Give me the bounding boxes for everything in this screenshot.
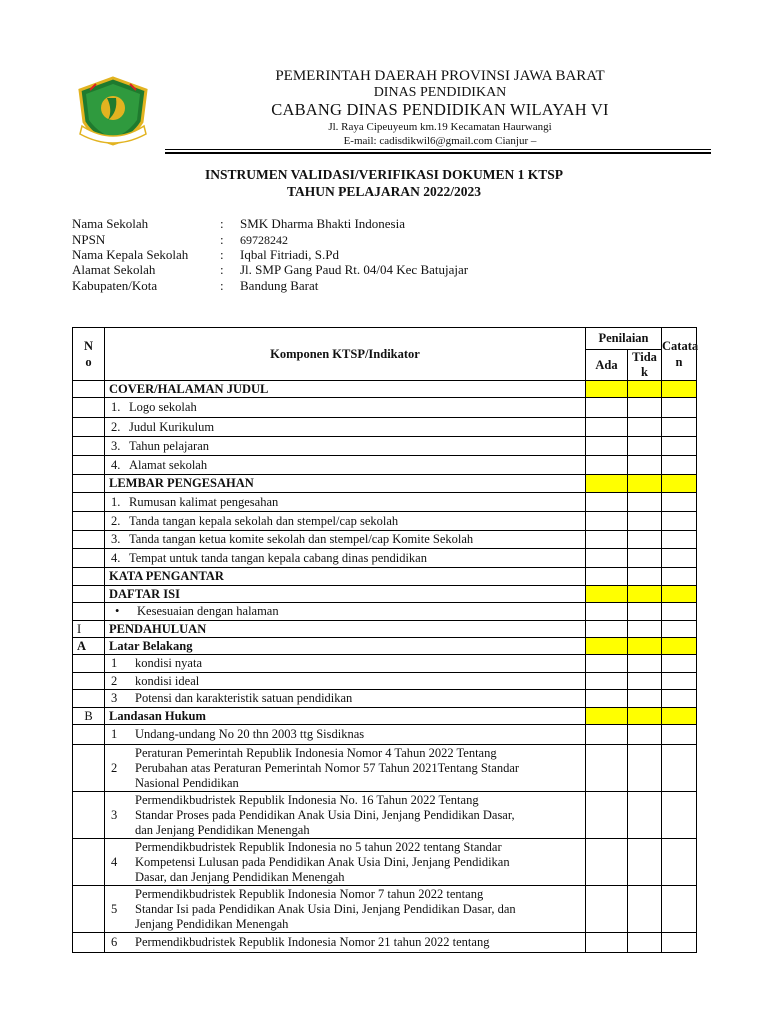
info-separator: :	[220, 278, 224, 293]
section-kata-pengantar: KATA PENGANTAR	[105, 568, 586, 586]
table-row	[73, 792, 697, 839]
cell-ada[interactable]	[586, 568, 628, 586]
cell-catatan[interactable]	[662, 493, 697, 512]
cell-no	[73, 603, 105, 621]
cell-ada[interactable]	[586, 638, 628, 655]
cell-ada[interactable]	[586, 725, 628, 745]
item-number: 3	[111, 807, 118, 822]
item-text-line: Standar Proses pada Pendidikan Anak Usia Dini, Jenjang Pendidikan Dasar,	[135, 807, 515, 822]
cell-no	[73, 725, 105, 745]
cell-tidak[interactable]	[628, 638, 662, 655]
item-text: Judul Kurikulum	[129, 419, 215, 434]
item-text-line: Dasar, dan Jenjang Pendidikan Menengah	[135, 869, 345, 884]
cell-ada[interactable]	[586, 933, 628, 953]
cell-catatan[interactable]	[662, 655, 697, 673]
cell-no	[73, 381, 105, 398]
info-separator: :	[220, 216, 224, 231]
cell-ada[interactable]	[586, 708, 628, 725]
cell-no	[73, 690, 105, 708]
cell-no	[73, 549, 105, 568]
cell-no	[73, 531, 105, 549]
item-cell	[105, 512, 586, 531]
cell-catatan[interactable]	[662, 708, 697, 725]
item-text: Undang-undang No 20 thn 2003 ttg Sisdiknas	[135, 727, 365, 741]
cell-catatan[interactable]	[662, 725, 697, 745]
cell-ada[interactable]	[586, 586, 628, 603]
cell-tidak[interactable]	[628, 725, 662, 745]
item-text-line: Jenjang Pendidikan Menengah	[135, 916, 289, 931]
table-row	[73, 493, 697, 512]
section-cover: COVER/HALAMAN JUDUL	[105, 381, 586, 398]
item-cell	[105, 437, 586, 456]
header-penilaian: Penilaian	[586, 328, 662, 350]
table-section-row	[73, 475, 697, 493]
letterhead-government: PEMERINTAH DAERAH PROVINSI JAWA BARAT	[275, 68, 605, 84]
info-label: Nama Sekolah	[72, 216, 149, 231]
cell-no	[73, 792, 105, 839]
item-cell	[105, 531, 586, 549]
cell-no	[73, 475, 105, 493]
cell-catatan[interactable]	[662, 456, 697, 475]
section-pendahuluan: PENDAHULUAN	[105, 621, 586, 638]
item-cell	[105, 398, 586, 418]
header-komponen: Komponen KTSP/Indikator	[105, 328, 586, 381]
cell-tidak[interactable]	[628, 933, 662, 953]
item-number: 1.	[111, 400, 121, 414]
table-row	[73, 603, 697, 621]
letterhead-rule-thick	[165, 152, 711, 154]
table-row	[73, 437, 697, 456]
table-row	[73, 725, 697, 745]
item-number: 4	[111, 854, 118, 869]
header-catatan-top: Catata	[662, 339, 699, 353]
cell-no	[73, 437, 105, 456]
bullet-icon: •	[115, 604, 120, 618]
item-number: 2.	[111, 419, 121, 434]
cell-no	[73, 745, 105, 792]
cell-ada[interactable]	[586, 745, 628, 792]
cell-no	[73, 456, 105, 475]
info-separator: :	[220, 247, 224, 262]
cell-tidak[interactable]	[628, 886, 662, 933]
item-number: 5	[111, 901, 118, 916]
table-row	[73, 418, 697, 437]
item-text-line: Perubahan atas Peraturan Pemerintah Nomor 57 Tahun 2021Tentang Standar	[135, 760, 520, 775]
cell-ada[interactable]	[586, 437, 628, 456]
cell-no	[73, 398, 105, 418]
header-catatan-bottom: n	[675, 355, 683, 369]
cell-catatan[interactable]	[662, 638, 697, 655]
cell-catatan[interactable]	[662, 512, 697, 531]
item-text: kondisi ideal	[135, 673, 200, 688]
table-row	[73, 655, 697, 673]
cell-tidak[interactable]	[628, 621, 662, 638]
info-label: Nama Kepala Sekolah	[72, 247, 189, 262]
item-cell	[105, 690, 586, 708]
cell-no	[73, 886, 105, 933]
cell-tidak[interactable]	[628, 437, 662, 456]
item-text-line: Standar Isi pada Pendidikan Anak Usia Dini, Jenjang Pendidikan Dasar, dan	[135, 901, 516, 916]
item-text: Tanda tangan kepala sekolah dan stempel/cap sekolah	[129, 513, 399, 528]
item-text-block	[135, 793, 515, 838]
item-number: 2	[111, 673, 118, 688]
letterhead-department: DINAS PENDIDIKAN	[373, 85, 507, 100]
cell-catatan[interactable]	[662, 475, 697, 493]
cell-no	[73, 512, 105, 531]
cell-ada[interactable]	[586, 603, 628, 621]
info-value: Iqbal Fitriadi, S.Pd	[240, 247, 339, 262]
cell-catatan[interactable]	[662, 418, 697, 437]
cell-ada[interactable]	[586, 690, 628, 708]
header-tidak	[628, 350, 662, 381]
letterhead-rule-thin	[165, 149, 711, 150]
cell-ada[interactable]	[586, 839, 628, 886]
info-value: SMK Dharma Bhakti Indonesia	[240, 216, 406, 231]
cell-ada[interactable]	[586, 621, 628, 638]
table-header-row	[73, 328, 697, 350]
cell-ada[interactable]	[586, 792, 628, 839]
item-text: Logo sekolah	[129, 400, 197, 414]
header-ada: Ada	[586, 350, 628, 381]
item-text: Potensi dan karakteristik satuan pendidikan	[135, 691, 353, 705]
table-row	[73, 839, 697, 886]
cell-tidak[interactable]	[628, 792, 662, 839]
item-text-line: Permendikbudristek Republik Indonesia no 5 tahun 2022 tentang Standar	[135, 839, 502, 854]
cell-catatan[interactable]	[662, 437, 697, 456]
item-number: 3	[111, 691, 118, 705]
item-text: kondisi nyata	[135, 656, 203, 670]
cell-ada[interactable]	[586, 398, 628, 418]
section-number: B	[73, 708, 105, 725]
item-cell	[105, 792, 586, 839]
item-text: Tahun pelajaran	[129, 438, 209, 453]
letterhead-address: Jl. Raya Cipeuyeum km.19 Kecamatan Haurwangi	[328, 121, 552, 133]
info-value: Bandung Barat	[240, 278, 319, 293]
cell-tidak[interactable]	[628, 690, 662, 708]
cell-tidak[interactable]	[628, 456, 662, 475]
header-no	[73, 328, 105, 381]
cell-catatan[interactable]	[662, 792, 697, 839]
cell-tidak[interactable]	[628, 568, 662, 586]
table-row	[73, 456, 697, 475]
item-cell	[105, 673, 586, 690]
section-landasan-hukum: Landasan Hukum	[105, 708, 586, 725]
table-section-row	[73, 638, 697, 655]
cell-catatan[interactable]	[662, 673, 697, 690]
cell-ada[interactable]	[586, 531, 628, 549]
info-separator: :	[220, 232, 224, 247]
cell-tidak[interactable]	[628, 745, 662, 792]
item-cell	[105, 745, 586, 792]
item-cell	[105, 725, 586, 745]
item-cell	[105, 456, 586, 475]
item-wrap	[109, 887, 581, 932]
item-number: 4.	[111, 457, 121, 472]
cell-catatan[interactable]	[662, 886, 697, 933]
item-cell	[105, 839, 586, 886]
table-row	[73, 886, 697, 933]
cell-tidak[interactable]	[628, 549, 662, 568]
item-number: 1	[111, 727, 118, 741]
header-no-bottom: o	[85, 355, 92, 369]
item-text: Kesesuaian dengan halaman	[137, 604, 279, 618]
item-wrap	[109, 793, 581, 838]
cell-tidak[interactable]	[628, 586, 662, 603]
table-row	[73, 690, 697, 708]
table-section-row	[73, 621, 697, 638]
item-text: Rumusan kalimat pengesahan	[129, 494, 279, 509]
cell-no	[73, 933, 105, 953]
info-label: Alamat Sekolah	[72, 262, 156, 277]
item-number: 2.	[111, 513, 121, 528]
cell-catatan[interactable]	[662, 398, 697, 418]
cell-catatan[interactable]	[662, 568, 697, 586]
letterhead-email: E-mail: cadisdikwil6@gmail.com Cianjur –	[343, 135, 537, 147]
cell-catatan[interactable]	[662, 531, 697, 549]
item-text-line: Permendikbudristek Republik Indonesia Nomor 7 tahun 2022 tentang	[135, 886, 484, 901]
cell-tidak[interactable]	[628, 493, 662, 512]
table-row	[73, 398, 697, 418]
item-cell	[105, 886, 586, 933]
cell-tidak[interactable]	[628, 531, 662, 549]
cell-catatan[interactable]	[662, 586, 697, 603]
header-catatan	[662, 328, 697, 381]
section-number: A	[73, 638, 105, 655]
cell-ada[interactable]	[586, 493, 628, 512]
cell-tidak[interactable]	[628, 673, 662, 690]
cell-catatan[interactable]	[662, 603, 697, 621]
table-row	[73, 933, 697, 953]
cell-no	[73, 586, 105, 603]
cell-no	[73, 568, 105, 586]
cell-tidak[interactable]	[628, 839, 662, 886]
cell-no	[73, 493, 105, 512]
table-row	[73, 549, 697, 568]
item-text: Tempat untuk tanda tangan kepala cabang dinas pendidikan	[129, 550, 427, 565]
info-value: Jl. SMP Gang Paud Rt. 04/04 Kec Batujajar	[240, 262, 469, 277]
cell-ada[interactable]	[586, 512, 628, 531]
table-row	[73, 512, 697, 531]
cell-ada[interactable]	[586, 655, 628, 673]
header-tidak-top: Tida	[632, 350, 657, 364]
item-cell	[105, 493, 586, 512]
section-daftar-isi: DAFTAR ISI	[105, 586, 586, 603]
cell-ada[interactable]	[586, 886, 628, 933]
item-number: 1.	[111, 494, 121, 509]
cell-ada[interactable]	[586, 456, 628, 475]
letterhead-branch: CABANG DINAS PENDIDIKAN WILAYAH VI	[271, 100, 609, 119]
cell-no	[73, 418, 105, 437]
item-cell	[105, 655, 586, 673]
item-number: 6	[111, 935, 118, 949]
item-wrap	[109, 746, 581, 791]
item-text-line: Kompetensi Lulusan pada Pendidikan Anak Usia Dini, Jenjang Pendidikan	[135, 854, 510, 869]
item-number: 1	[111, 656, 118, 670]
section-latar-belakang: Latar Belakang	[105, 638, 586, 655]
item-cell	[105, 933, 586, 953]
table-row	[73, 531, 697, 549]
cell-no	[73, 655, 105, 673]
item-text-line: Peraturan Pemerintah Republik Indonesia Nomor 4 Tahun 2022 Tentang	[135, 745, 497, 760]
document-subtitle: TAHUN PELAJARAN 2022/2023	[286, 184, 481, 199]
cell-tidak[interactable]	[628, 475, 662, 493]
table-row	[73, 745, 697, 792]
cell-tidak[interactable]	[628, 398, 662, 418]
validation-table	[72, 327, 697, 953]
cell-tidak[interactable]	[628, 655, 662, 673]
item-wrap	[109, 840, 581, 885]
item-text-line: Nasional Pendidikan	[135, 775, 239, 790]
table-section-row	[73, 568, 697, 586]
item-cell	[105, 549, 586, 568]
item-number: 4.	[111, 550, 121, 565]
info-label: Kabupaten/Kota	[72, 278, 158, 293]
item-cell	[105, 418, 586, 437]
item-text: Tanda tangan ketua komite sekolah dan stempel/cap Komite Sekolah	[129, 532, 474, 546]
header-tidak-bottom: k	[641, 365, 648, 379]
cell-ada[interactable]	[586, 549, 628, 568]
item-text-block	[135, 746, 519, 791]
cell-catatan[interactable]	[662, 745, 697, 792]
cell-tidak[interactable]	[628, 381, 662, 398]
cell-catatan[interactable]	[662, 933, 697, 953]
table-section-row	[73, 586, 697, 603]
cell-tidak[interactable]	[628, 512, 662, 531]
item-number: 2	[111, 760, 118, 775]
west-java-emblem-logo	[72, 76, 154, 146]
cell-catatan[interactable]	[662, 621, 697, 638]
item-text-block	[135, 887, 516, 932]
item-number: 3.	[111, 532, 121, 546]
item-text: Permendikbudristek Republik Indonesia Nomor 21 tahun 2022 tentang	[135, 935, 490, 949]
header-no-top: N	[83, 339, 94, 353]
cell-ada[interactable]	[586, 475, 628, 493]
cell-no	[73, 839, 105, 886]
info-value: 69728242	[240, 233, 288, 247]
table-section-row	[73, 381, 697, 398]
cell-catatan[interactable]	[662, 690, 697, 708]
info-separator: :	[220, 262, 224, 277]
document-title: INSTRUMEN VALIDASI/VERIFIKASI DOKUMEN 1 KTSP	[204, 167, 564, 182]
cell-ada[interactable]	[586, 673, 628, 690]
cell-catatan[interactable]	[662, 381, 697, 398]
item-text-block	[135, 840, 510, 885]
item-number: 3.	[111, 438, 121, 453]
item-text-line: dan Jenjang Pendidikan Menengah	[135, 822, 310, 837]
item-text: Alamat sekolah	[129, 457, 208, 472]
cell-no	[73, 673, 105, 690]
cell-ada[interactable]	[586, 381, 628, 398]
table-row	[73, 673, 697, 690]
item-text-line: Permendikbudristek Republik Indonesia No. 16 Tahun 2022 Tentang	[135, 792, 479, 807]
cell-tidak[interactable]	[628, 603, 662, 621]
cell-ada[interactable]	[586, 418, 628, 437]
section-lembar-pengesahan: LEMBAR PENGESAHAN	[105, 475, 586, 493]
cell-catatan[interactable]	[662, 549, 697, 568]
info-label: NPSN	[72, 232, 106, 247]
cell-catatan[interactable]	[662, 839, 697, 886]
item-cell	[105, 603, 586, 621]
cell-tidak[interactable]	[628, 708, 662, 725]
cell-tidak[interactable]	[628, 418, 662, 437]
table-section-row	[73, 708, 697, 725]
section-number: I	[73, 621, 105, 638]
